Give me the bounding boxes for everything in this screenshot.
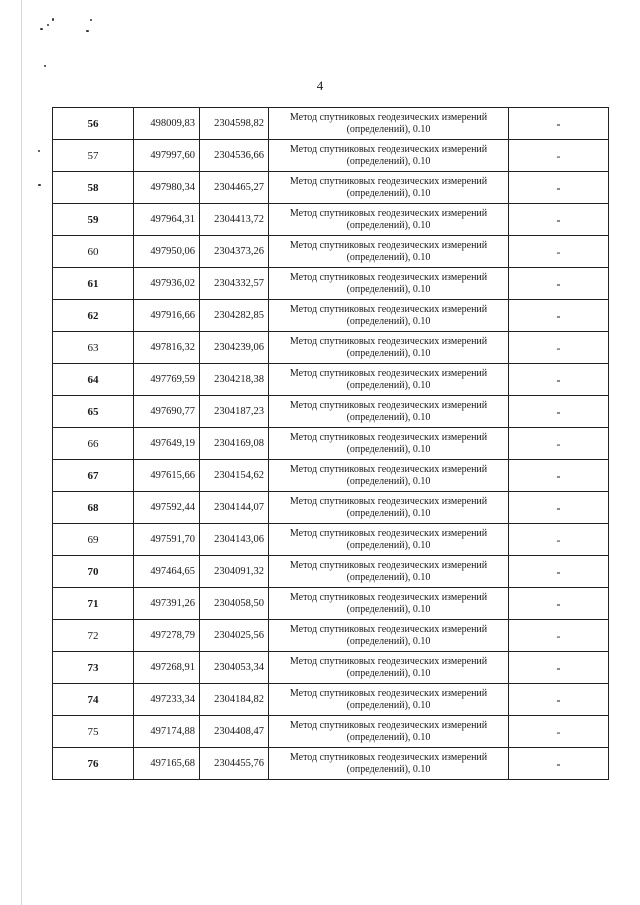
- method-line-2: (определений), 0.10: [346, 283, 431, 295]
- coordinate-x: 498009,83: [134, 108, 200, 140]
- scan-speck: [52, 18, 54, 21]
- table-row: [53, 460, 609, 492]
- point-number: 61: [53, 268, 134, 300]
- note-cell: -: [509, 204, 609, 236]
- coordinate-x: 497997,60: [134, 140, 200, 172]
- table-row: [53, 556, 609, 588]
- coordinate-y: 2304455,76: [200, 748, 269, 780]
- table-row: [53, 620, 609, 652]
- method-cell: [269, 140, 509, 172]
- table-row: [53, 396, 609, 428]
- coordinate-x: 497165,68: [134, 748, 200, 780]
- note-cell: -: [509, 428, 609, 460]
- point-number: 72: [53, 620, 134, 652]
- table-row: [53, 140, 609, 172]
- method-cell: [269, 332, 509, 364]
- note-cell: -: [509, 268, 609, 300]
- table-body: [53, 108, 609, 780]
- point-number: 74: [53, 684, 134, 716]
- method-line-2: (определений), 0.10: [346, 251, 431, 263]
- coordinate-x: 497233,34: [134, 684, 200, 716]
- coordinate-y: 2304184,82: [200, 684, 269, 716]
- table-row: [53, 684, 609, 716]
- coordinates-table: [52, 107, 609, 780]
- scan-speck: [44, 65, 46, 67]
- point-number: 63: [53, 332, 134, 364]
- method-line-1: Метод спутниковых геодезических измерений: [289, 559, 488, 571]
- point-number: 76: [53, 748, 134, 780]
- method-line-1: Метод спутниковых геодезических измерений: [289, 335, 488, 347]
- method-cell: [269, 428, 509, 460]
- table-row: [53, 268, 609, 300]
- coordinate-y: 2304154,62: [200, 460, 269, 492]
- table-row: [53, 332, 609, 364]
- method-line-2: (определений), 0.10: [346, 667, 431, 679]
- coordinate-y: 2304282,85: [200, 300, 269, 332]
- note-cell: -: [509, 684, 609, 716]
- method-cell: [269, 460, 509, 492]
- method-cell: [269, 268, 509, 300]
- point-number: 66: [53, 428, 134, 460]
- method-line-1: Метод спутниковых геодезических измерений: [289, 399, 488, 411]
- note-cell: -: [509, 364, 609, 396]
- table-row: [53, 300, 609, 332]
- method-line-1: Метод спутниковых геодезических измерений: [289, 623, 488, 635]
- method-line-2: (определений), 0.10: [346, 411, 431, 423]
- method-line-1: Метод спутниковых геодезических измерений: [289, 111, 488, 123]
- scan-speck: [86, 30, 89, 32]
- scan-speck: [38, 184, 41, 186]
- method-line-2: (определений), 0.10: [346, 123, 431, 135]
- method-line-2: (определений), 0.10: [346, 187, 431, 199]
- method-line-2: (определений), 0.10: [346, 443, 431, 455]
- table-row: [53, 172, 609, 204]
- note-cell: -: [509, 460, 609, 492]
- coordinate-y: 2304373,26: [200, 236, 269, 268]
- method-line-2: (определений), 0.10: [346, 603, 431, 615]
- method-cell: [269, 172, 509, 204]
- method-line-1: Метод спутниковых геодезических измерений: [289, 271, 488, 283]
- point-number: 59: [53, 204, 134, 236]
- method-line-1: Метод спутниковых геодезических измерений: [289, 495, 488, 507]
- method-line-2: (определений), 0.10: [346, 155, 431, 167]
- method-cell: [269, 236, 509, 268]
- coordinate-y: 2304408,47: [200, 716, 269, 748]
- method-cell: [269, 204, 509, 236]
- method-line-1: Метод спутниковых геодезических измерений: [289, 207, 488, 219]
- point-number: 58: [53, 172, 134, 204]
- method-line-2: (определений), 0.10: [346, 763, 431, 775]
- table-row: [53, 524, 609, 556]
- method-cell: [269, 684, 509, 716]
- coordinate-y: 2304144,07: [200, 492, 269, 524]
- coordinate-x: 497649,19: [134, 428, 200, 460]
- note-cell: -: [509, 556, 609, 588]
- coordinate-y: 2304465,27: [200, 172, 269, 204]
- note-cell: -: [509, 396, 609, 428]
- coordinate-y: 2304239,06: [200, 332, 269, 364]
- method-line-1: Метод спутниковых геодезических измерений: [289, 751, 488, 763]
- coordinate-y: 2304053,34: [200, 652, 269, 684]
- note-cell: -: [509, 588, 609, 620]
- table-row: [53, 588, 609, 620]
- method-line-2: (определений), 0.10: [346, 475, 431, 487]
- method-cell: [269, 524, 509, 556]
- method-cell: [269, 716, 509, 748]
- scan-speck: [90, 19, 92, 21]
- method-line-2: (определений), 0.10: [346, 315, 431, 327]
- method-line-1: Метод спутниковых геодезических измерений: [289, 687, 488, 699]
- method-cell: [269, 620, 509, 652]
- page-number: 4: [316, 78, 324, 93]
- note-cell: -: [509, 300, 609, 332]
- table-row: [53, 428, 609, 460]
- table-row: [53, 492, 609, 524]
- method-line-1: Метод спутниковых геодезических измерений: [289, 463, 488, 475]
- method-line-1: Метод спутниковых геодезических измерений: [289, 303, 488, 315]
- method-line-1: Метод спутниковых геодезических измерений: [289, 175, 488, 187]
- method-line-1: Метод спутниковых геодезических измерений: [289, 591, 488, 603]
- method-line-2: (определений), 0.10: [346, 571, 431, 583]
- method-line-2: (определений), 0.10: [346, 635, 431, 647]
- note-cell: -: [509, 236, 609, 268]
- point-number: 75: [53, 716, 134, 748]
- coordinate-x: 497769,59: [134, 364, 200, 396]
- note-cell: -: [509, 524, 609, 556]
- point-number: 64: [53, 364, 134, 396]
- coordinate-x: 497464,65: [134, 556, 200, 588]
- coordinate-y: 2304413,72: [200, 204, 269, 236]
- point-number: 70: [53, 556, 134, 588]
- coordinate-x: 497916,66: [134, 300, 200, 332]
- method-line-2: (определений), 0.10: [346, 539, 431, 551]
- method-cell: [269, 556, 509, 588]
- method-cell: [269, 396, 509, 428]
- point-number: 57: [53, 140, 134, 172]
- point-number: 56: [53, 108, 134, 140]
- coordinate-x: 497980,34: [134, 172, 200, 204]
- method-line-1: Метод спутниковых геодезических измерений: [289, 655, 488, 667]
- point-number: 60: [53, 236, 134, 268]
- note-cell: -: [509, 748, 609, 780]
- coordinate-x: 497816,32: [134, 332, 200, 364]
- point-number: 65: [53, 396, 134, 428]
- method-cell: [269, 492, 509, 524]
- method-line-1: Метод спутниковых геодезических измерений: [289, 367, 488, 379]
- method-line-1: Метод спутниковых геодезических измерений: [289, 719, 488, 731]
- coordinate-x: 497936,02: [134, 268, 200, 300]
- method-line-2: (определений), 0.10: [346, 347, 431, 359]
- note-cell: -: [509, 108, 609, 140]
- scan-speck: [40, 28, 43, 30]
- note-cell: -: [509, 652, 609, 684]
- coordinate-x: 497615,66: [134, 460, 200, 492]
- coordinate-y: 2304025,56: [200, 620, 269, 652]
- coordinate-x: 497591,70: [134, 524, 200, 556]
- method-line-1: Метод спутниковых геодезических измерений: [289, 431, 488, 443]
- method-line-1: Метод спутниковых геодезических измерений: [289, 239, 488, 251]
- note-cell: -: [509, 172, 609, 204]
- method-line-2: (определений), 0.10: [346, 507, 431, 519]
- note-cell: -: [509, 716, 609, 748]
- method-cell: [269, 748, 509, 780]
- coordinate-y: 2304187,23: [200, 396, 269, 428]
- method-line-1: Метод спутниковых геодезических измерений: [289, 143, 488, 155]
- method-cell: [269, 588, 509, 620]
- coordinate-y: 2304598,82: [200, 108, 269, 140]
- note-cell: -: [509, 620, 609, 652]
- point-number: 68: [53, 492, 134, 524]
- point-number: 73: [53, 652, 134, 684]
- method-cell: [269, 300, 509, 332]
- note-cell: -: [509, 492, 609, 524]
- method-line-2: (определений), 0.10: [346, 731, 431, 743]
- point-number: 69: [53, 524, 134, 556]
- note-cell: -: [509, 140, 609, 172]
- coordinate-y: 2304218,38: [200, 364, 269, 396]
- coordinate-y: 2304143,06: [200, 524, 269, 556]
- scan-edge-line: [21, 0, 22, 905]
- table-row: [53, 236, 609, 268]
- point-number: 62: [53, 300, 134, 332]
- coordinate-x: 497391,26: [134, 588, 200, 620]
- method-cell: [269, 364, 509, 396]
- coordinate-x: 497278,79: [134, 620, 200, 652]
- method-cell: [269, 108, 509, 140]
- method-line-2: (определений), 0.10: [346, 219, 431, 231]
- coordinate-x: 497964,31: [134, 204, 200, 236]
- table-row: [53, 108, 609, 140]
- scan-speck: [38, 150, 40, 152]
- coordinate-x: 497592,44: [134, 492, 200, 524]
- table-row: [53, 204, 609, 236]
- coordinate-x: 497950,06: [134, 236, 200, 268]
- table-row: [53, 652, 609, 684]
- coordinate-y: 2304058,50: [200, 588, 269, 620]
- note-cell: -: [509, 332, 609, 364]
- coordinate-x: 497268,91: [134, 652, 200, 684]
- method-cell: [269, 652, 509, 684]
- scan-speck: [47, 24, 49, 26]
- coordinate-y: 2304091,32: [200, 556, 269, 588]
- method-line-1: Метод спутниковых геодезических измерений: [289, 527, 488, 539]
- coordinate-x: 497690,77: [134, 396, 200, 428]
- coordinate-y: 2304169,08: [200, 428, 269, 460]
- table-row: [53, 716, 609, 748]
- method-line-2: (определений), 0.10: [346, 379, 431, 391]
- coordinate-y: 2304536,66: [200, 140, 269, 172]
- point-number: 71: [53, 588, 134, 620]
- method-line-2: (определений), 0.10: [346, 699, 431, 711]
- table-row: [53, 748, 609, 780]
- coordinate-x: 497174,88: [134, 716, 200, 748]
- coordinate-y: 2304332,57: [200, 268, 269, 300]
- table-row: [53, 364, 609, 396]
- point-number: 67: [53, 460, 134, 492]
